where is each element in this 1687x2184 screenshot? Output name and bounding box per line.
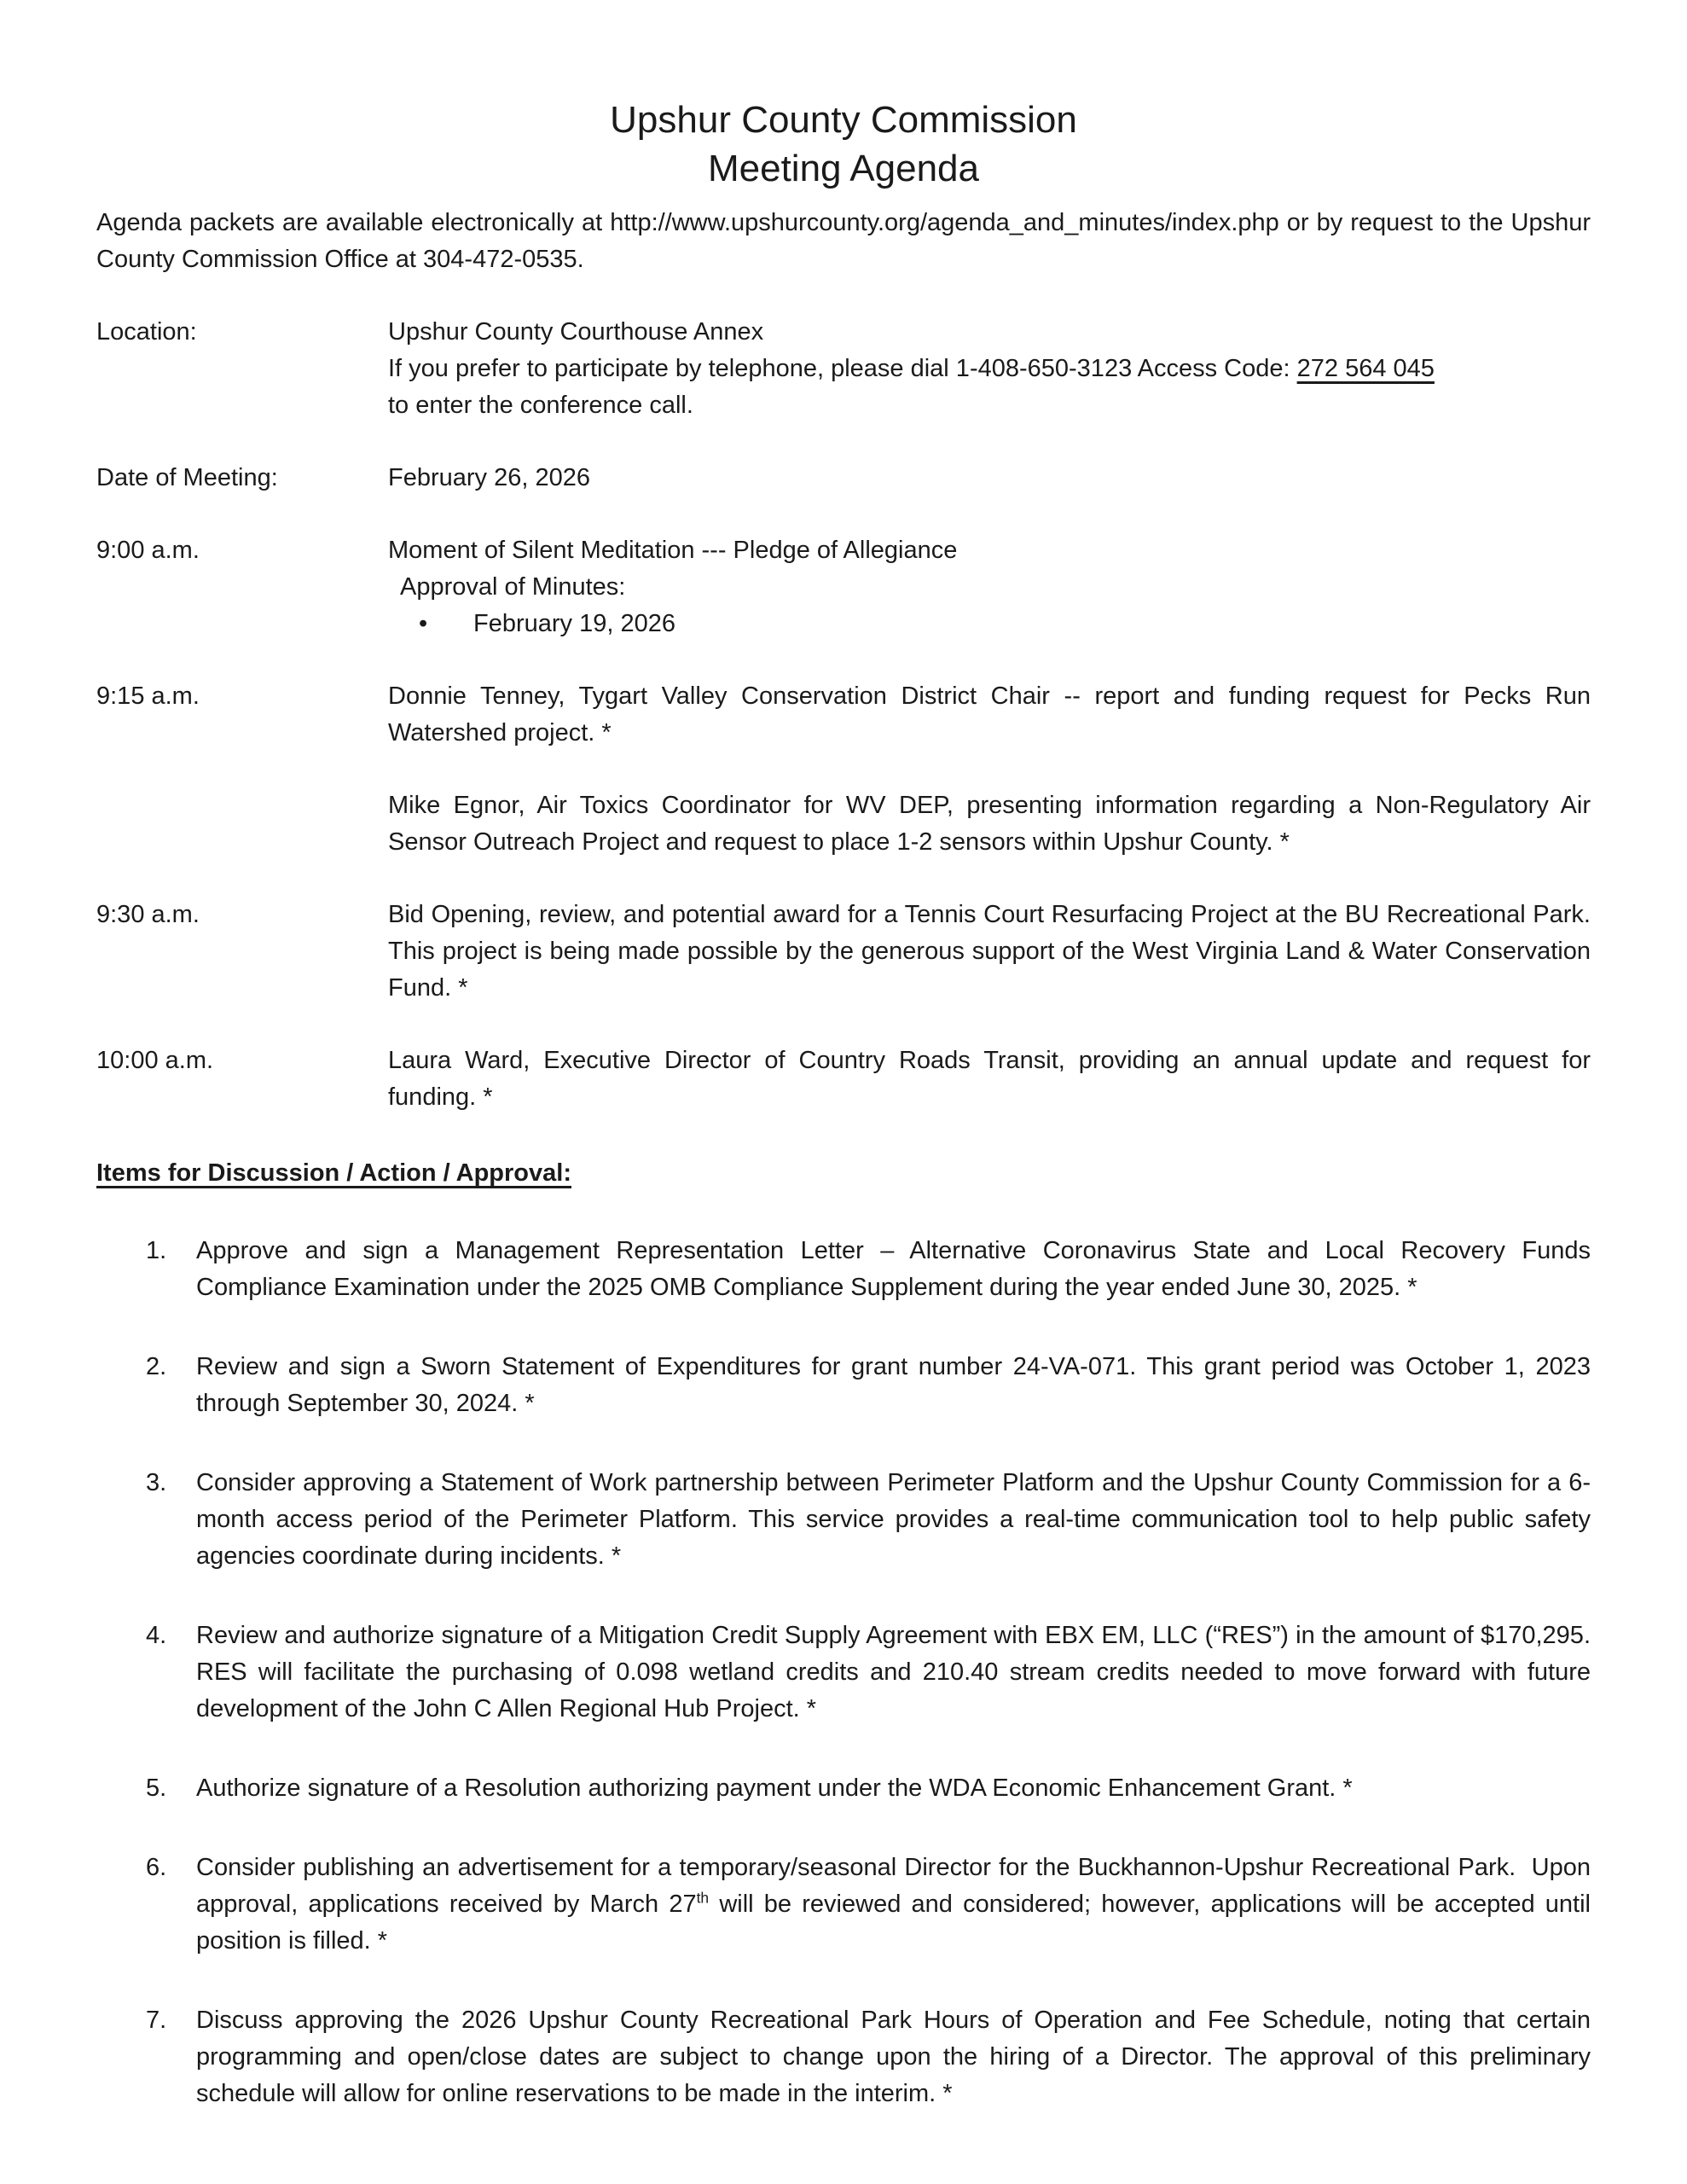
bullet-icon: • [419, 610, 428, 637]
item-text [196, 1850, 1591, 1960]
item-text-post: will be reviewed and considered; however, applications will be accepted until position is filled. * [196, 1891, 1591, 1955]
schedule-details-1000 [388, 1043, 1591, 1116]
minutes-bullet-line [388, 606, 1591, 642]
location-row [96, 314, 1591, 424]
conference-line: to enter the conference call. [388, 392, 693, 419]
agenda-item-6 [146, 1850, 1591, 1960]
location-label: Location: [96, 318, 197, 346]
ward-paragraph: Laura Ward, Executive Director of Country Roads Transit, providing an annual update and request for funding. * [388, 1047, 1591, 1111]
agenda-item-4 [146, 1618, 1591, 1728]
agenda-item-5 [146, 1770, 1591, 1807]
egnor-paragraph: Mike Egnor, Air Toxics Coordinator for WV DEP, presenting information regarding a Non-Regulatory Air Sensor Outreach Project and request to place 1-2 sensors within Upshur County. * [388, 792, 1591, 856]
item-text: Review and sign a Sworn Statement of Expenditures for grant number 24-VA-071. This grant period was October 1, 2023 through September 30, 2024. * [196, 1353, 1591, 1417]
item-number: 7. [146, 2007, 167, 2034]
agenda-item-3 [146, 1465, 1591, 1575]
item-number: 4. [146, 1622, 167, 1649]
intro-paragraph: Agenda packets are available electronically at http://www.upshurcounty.org/agenda_and_minutes/index.php or by request to the Upshur County Commission Office at 304-472-0535. [96, 209, 1591, 273]
item-text: Discuss approving the 2026 Upshur County Recreational Park Hours of Operation and Fee Schedule, noting that certain programming and open/close dates are subject to change upon the hiring of a Director. The approval of this preliminary schedule will allow for online reservations to be made in the interim. * [196, 2007, 1591, 2107]
schedule-row-930 [96, 897, 1591, 1007]
item-number: 6. [146, 1854, 167, 1881]
schedule-row-915 [96, 678, 1591, 861]
items-list [146, 1233, 1591, 2112]
item-text: Approve and sign a Management Representation Letter – Alternative Coronavirus State and Local Recovery Funds Compliance Examination under the 2025 OMB Compliance Supplement during the year ended June 30, 2025. * [196, 1237, 1591, 1301]
schedule-details-930 [388, 897, 1591, 1007]
item-number: 2. [146, 1353, 167, 1380]
bid-opening-paragraph: Bid Opening, review, and potential award for a Tennis Court Resurfacing Project at the BU Recreational Park. This project is being made possible by the generous support of the West Virginia Land & Water Conservation Fund. * [388, 901, 1591, 1002]
date-label: Date of Meeting: [96, 464, 278, 491]
date-row [96, 460, 1591, 497]
telephone-line [388, 351, 1591, 387]
item-number: 1. [146, 1237, 167, 1264]
schedule-details-915 [388, 678, 1591, 861]
item-number: 3. [146, 1469, 167, 1496]
date-details [388, 460, 1591, 497]
item-number: 5. [146, 1774, 167, 1802]
agenda-item-7 [146, 2002, 1591, 2112]
minutes-approval-line: Approval of Minutes: [400, 573, 626, 601]
schedule-time: 9:00 a.m. [96, 537, 200, 564]
item-text: Authorize signature of a Resolution authorizing payment under the WDA Economic Enhancement Grant. * [196, 1774, 1353, 1802]
document-title: Upshur County Commission [610, 99, 1077, 141]
schedule-time: 9:15 a.m. [96, 682, 200, 710]
item-text-pre: Consider publishing an advertisement for a temporary/seasonal Director for the Buckhannon-Upshur Recreational Park. Upon approval, applications received by March 27 [196, 1854, 1591, 1918]
location-details [388, 314, 1591, 424]
items-heading: Items for Discussion / Action / Approval: [96, 1159, 571, 1187]
document-subtitle: Meeting Agenda [707, 148, 980, 189]
agenda-item-1 [146, 1233, 1591, 1306]
schedule-time: 10:00 a.m. [96, 1047, 214, 1074]
access-code: 272 564 045 [1296, 355, 1435, 382]
schedule-details-900 [388, 532, 1591, 642]
schedule-row-1000 [96, 1043, 1591, 1116]
telephone-instructions: If you prefer to participate by telephone, please dial 1-408-650-3123 Access Code: [388, 355, 1297, 382]
schedule-row-900 [96, 532, 1591, 642]
schedule-time: 9:30 a.m. [96, 901, 200, 928]
meditation-line: Moment of Silent Meditation --- Pledge of Allegiance [388, 537, 958, 564]
item-text: Review and authorize signature of a Mitigation Credit Supply Agreement with EBX EM, LLC (“RES”) in the amount of $170,295. RES will facilitate the purchasing of 0.098 wetland credits and 210.40 stream credits needed to move forward with future development of the John C Allen Regional Hub Project. * [196, 1622, 1591, 1722]
superscript-th: th [696, 1889, 710, 1907]
date-value: February 26, 2026 [388, 464, 590, 491]
minutes-date: February 19, 2026 [473, 610, 675, 637]
item-text: Consider approving a Statement of Work partnership between Perimeter Platform and the Upshur County Commission for a 6-month access period of the Perimeter Platform. This service provides a real-time communication tool to help public safety agencies coordinate during incidents. * [196, 1469, 1591, 1570]
location-venue-line: Upshur County Courthouse Annex [388, 318, 764, 346]
agenda-item-2 [146, 1349, 1591, 1422]
tenney-paragraph: Donnie Tenney, Tygart Valley Conservation District Chair -- report and funding request for Pecks Run Watershed project. * [388, 682, 1591, 746]
